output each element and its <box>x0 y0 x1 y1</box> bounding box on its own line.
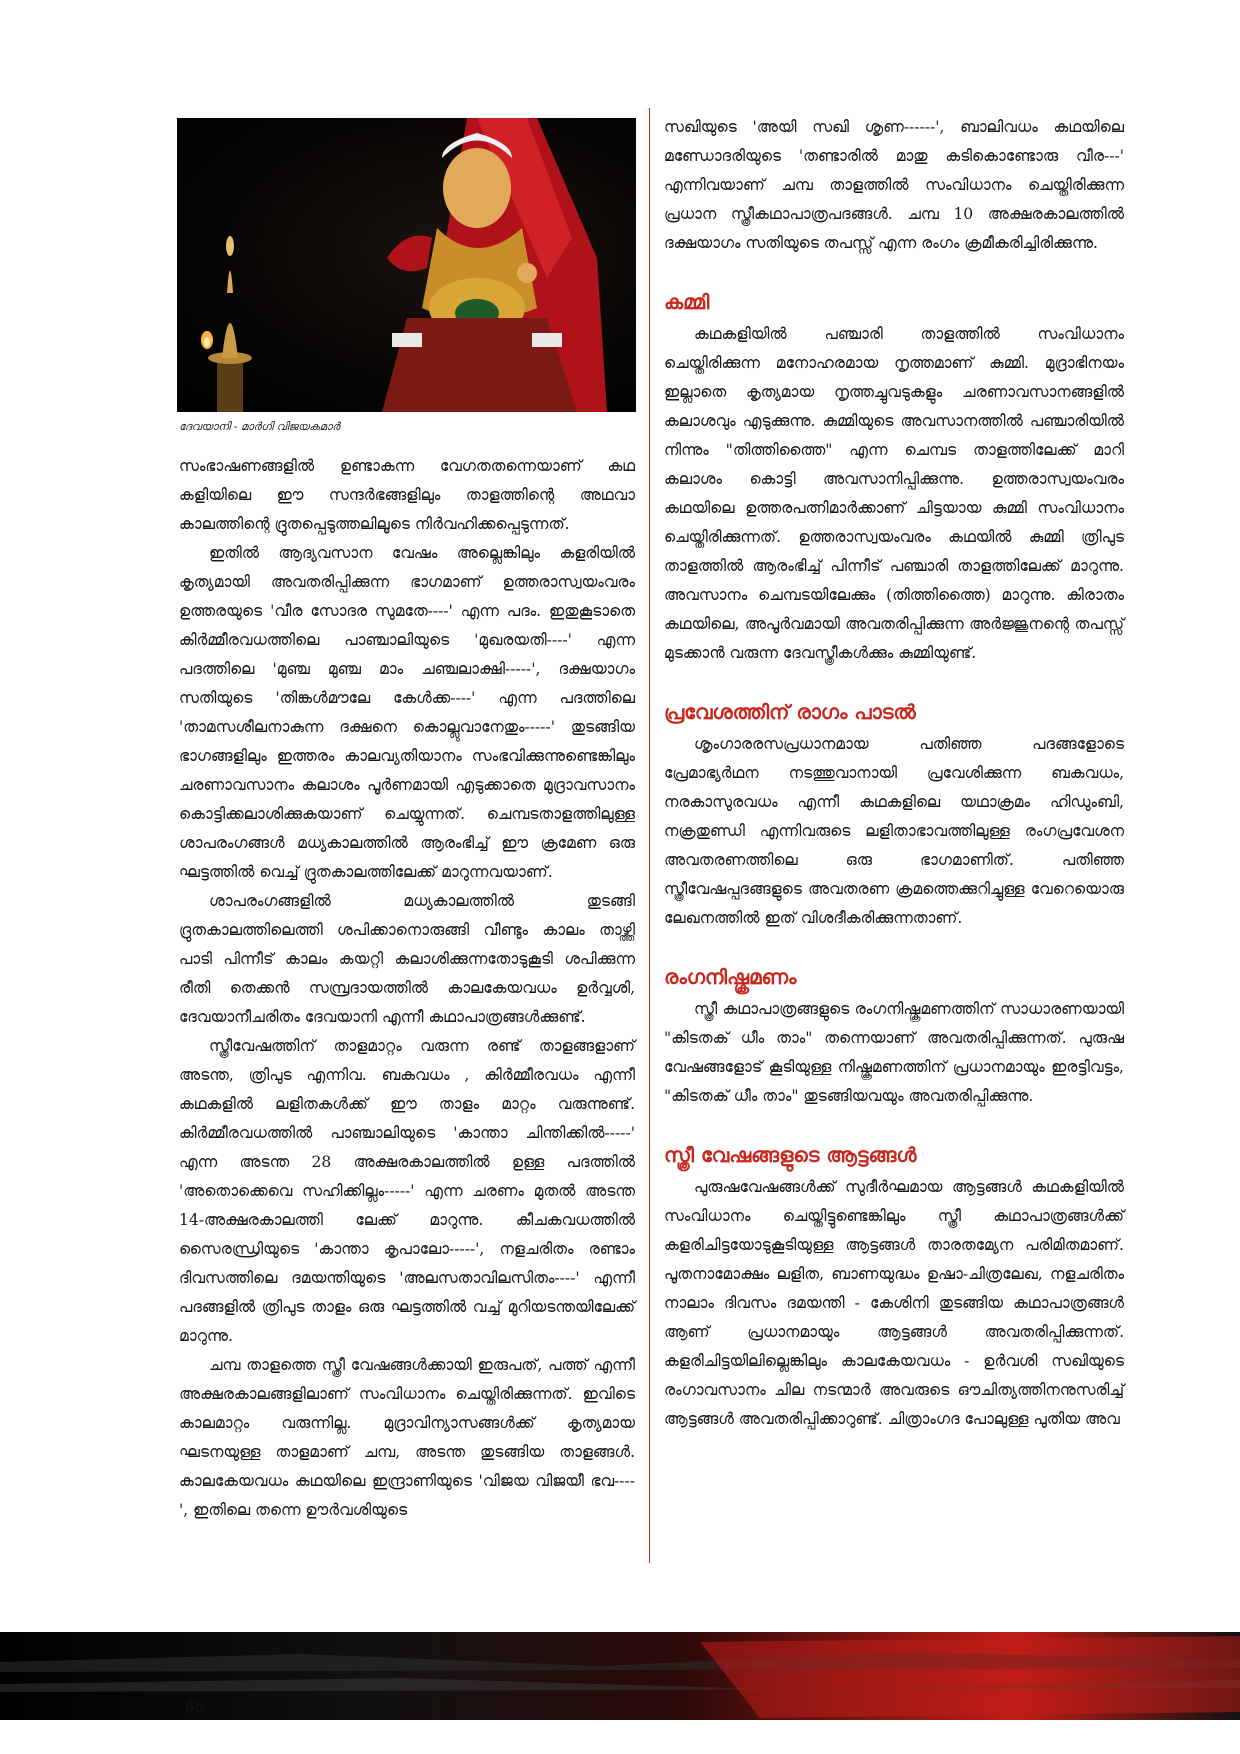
paragraph: ശാപരംഗങ്ങളിൽ മധ്യകാലത്തിൽ തുടങ്ങി ദ്രുതകാലത്തിലെത്തി ശപിക്കാനൊരുങ്ങി വീണ്ടും കാലം താഴ്ത്തി പാടി പിന്നീട് കാലം കയറ്റി കലാശിക്കുന്നതോടുകൂടി ശപിക്കുന്ന രീതി തെക്കൻ സമ്പ്രദായത്തിൽ കാലകേയവധം ഉർവ്വശി, ദേവയാനീചരിതം ദേവയാനി എന്നീ കഥാപാത്രങ്ങൾക്കുണ്ട്. <box>179 892 635 1026</box>
section-heading-ranganishkramanam: രംഗനിഷ്ക്രമണം <box>664 965 797 989</box>
paragraph: ശൃംഗാരരസപ്രധാനമായ പതിഞ്ഞ പദങ്ങളോടെ പ്രേമാഭ്യർഥന നടത്തുവാനായി പ്രവേശിക്കുന്ന ബകവധം, നരകാസുരവധം എന്നീ കഥകളിലെ യഥാക്രമം ഹിഡുംബി, നക്രതുണ്ഡി എന്നിവരുടെ ലളിതാഭാവത്തിലുള്ള രംഗപ്രവേശന അവതരണത്തിലെ ഒരു ഭാഗമാണിത്. പതിഞ്ഞ സ്ത്രീവേഷപ്പദങ്ങളുടെ അവതരണ ക്രമത്തെക്കുറിച്ചുള്ള വേറെയൊരു ലേഖനത്തിൽ ഇത് വിശദീകരിക്കുന്നതാണ്. <box>664 735 1124 927</box>
page-number: 66 <box>185 1700 205 1716</box>
paragraph: സഖിയുടെ 'അയി സഖി ശൃണ------', ബാലിവധം കഥയിലെ മണ്ഡോദരിയുടെ 'തണ്ടാരിൽ മാതു കടികൊണ്ടോരു വീര---' എന്നിവയാണ് ചമ്പ താളത്തിൽ സംവിധാനം ചെയ്തിരിക്കുന്ന പ്രധാന സ്ത്രീകഥാപാത്രപദങ്ങൾ. ചമ്പ 10 അക്ഷരകാലത്തിൽ ദക്ഷയാഗം സതിയുടെ തപസ്സ് എന്ന രംഗം ക്രമീകരിച്ചിരിക്കുന്നു. <box>664 118 1124 252</box>
paragraph: ഇതിൽ ആദ്യവസാന വേഷം അല്ലെങ്കിലും കളരിയിൽ കൃത്യമായി അവതരിപ്പിക്കുന്ന ഭാഗമാണ് ഉത്തരാസ്വയംവരം ഉത്തരയുടെ 'വീര സോദര സുമതേ----' എന്ന പദം. ഇതുകൂടാതെ കിർമ്മീരവധത്തിലെ പാഞ്ചാലിയുടെ 'മുഖരയതി----' എന്ന പദത്തിലെ 'മുഞ്ച മുഞ്ച മാം ചഞ്ചലാക്ഷി-----', ദക്ഷയാഗം സതിയുടെ 'തിങ്കൾമൗലേ കേൾക്ക----' എന്ന പദത്തിലെ 'താമസശീലനാകുന്ന ദക്ഷനെ കൊല്ലുവാനേതും-----' തുടങ്ങിയ ഭാഗങ്ങളിലും ഇത്തരം കാലവ്യതിയാനം സംഭവിക്കുന്നുണ്ടെങ്കിലും ചരണാവസാനം കലാശം പൂർണമായി എടുക്കാതെ മുദ്രാവസാനം കൊട്ടിക്കലാശിക്കുകയാണ് ചെയ്യുന്നത്. ചെമ്പടതാളത്തിലുള്ള ശാപരംഗങ്ങൾ മധ്യകാലത്തിൽ ആരംഭിച്ച് ഈ ക്രമേണ ഒരു ഘട്ടത്തിൽ വെച്ച് ദ്രുതകാലത്തിലേക്ക് മാറുന്നവയാണ്. <box>179 544 635 881</box>
section-heading-kummi: കമ്മി <box>664 290 710 314</box>
paragraph: കഥകളിയിൽ പഞ്ചാരി താളത്തിൽ സംവിധാനം ചെയ്തിരിക്കുന്ന മനോഹരമായ നൃത്തമാണ് കുമ്മി. മുദ്രാഭിനയം ഇല്ലാതെ കൃത്യമായ നൃത്തച്ചുവടുകളും ചരണാവസാനങ്ങളിൽ കലാശവും എടുക്കുന്നു. കുമ്മിയുടെ അവസാനത്തിൽ പഞ്ചാരിയിൽ നിന്നും "തിത്തിത്തൈ" എന്ന ചെമ്പട താളത്തിലേക്ക് മാറി കലാശം കൊട്ടി അവസാനിപ്പിക്കുന്നു. ഉത്തരാസ്വയംവരം കഥയിലെ ഉത്തരപത്നിമാർക്കാണ് ചിട്ടയായ കുമ്മി സംവിധാനം ചെയ്തിരിക്കുന്നത്. ഉത്തരാസ്വയംവരം കഥയിൽ കുമ്മി ത്രിപുട താളത്തിൽ ആരംഭിച്ച് പിന്നീട് പഞ്ചാരി താളത്തിലേക്ക് മാറുന്നു. അവസാനം ചെമ്പടയിലേക്കും (തിത്തിത്തൈ) മാറുന്നു. കിരാതം കഥയിലെ, അപൂർവമായി അവതരിപ്പിക്കുന്ന അർജ്ജുനന്റെ തപസ്സ് മുടക്കാൻ വരുന്ന ദേവസ്ത്രീകൾക്കും കുമ്മിയുണ്ട്. <box>664 325 1124 662</box>
paragraph: പുരുഷവേഷങ്ങൾക്ക് സുദീർഘമായ ആട്ടങ്ങൾ കഥകളിയിൽ സംവിധാനം ചെയ്തിട്ടുണ്ടെങ്കിലും സ്ത്രീ കഥാപാത്രങ്ങൾക്ക് കളരിചിട്ടയോടുകൂടിയുള്ള ആട്ടങ്ങൾ താരതമ്യേന പരിമിതമാണ്. പൂതനാമോക്ഷം ലളിത, ബാണയുദ്ധം ഉഷാ-ചിത്രലേഖ, നളചരിതം നാലാം ദിവസം ദമയന്തി - കേശിനി തുടങ്ങിയ കഥാപാത്രങ്ങൾ ആണ് പ്രധാനമായും ആട്ടങ്ങൾ അവതരിപ്പിക്കുന്നത്. കളരിചിട്ടയിലില്ലെങ്കിലും കാലകേയവധം - ഉർവശി സഖിയുടെ രംഗാവസാനം ചില നടന്മാർ അവരുടെ ഔചിത്യത്തിനനുസരിച്ച് ആട്ടങ്ങൾ അവതരിപ്പിക്കാറുണ്ട്. ചിത്രാംഗദ പോലുള്ള പുതിയ അവ <box>664 1178 1124 1428</box>
photo-caption: ദേവയാനി - മാർഗി വിജയകമാർ <box>179 420 340 433</box>
kathakali-performer-image <box>177 118 636 412</box>
column-divider <box>649 108 650 1563</box>
right-column <box>664 113 1124 1434</box>
section-heading-praveshathinu-ragam: പ്രവേശത്തിന് രാഗം പാടൽ <box>664 700 916 724</box>
dancer-figure-icon <box>382 118 607 412</box>
paragraph: സ്ത്രീ കഥാപാത്രങ്ങളുടെ രംഗനിഷ്ക്രമണത്തിന് സാധാരണയായി "കിടതക് ധീം താം" തന്നെയാണ് അവതരിപ്പിക്കുന്നത്. പുരുഷ വേഷങ്ങളോട് കൂടിയുള്ള നിഷ്ക്രമണത്തിന് പ്രധാനമായും ഇരട്ടിവട്ടം, "കിടതക് ധീം താം" തുടങ്ങിയവയും അവതരിപ്പിക്കുന്നു. <box>664 1000 1124 1105</box>
left-column <box>179 452 635 1525</box>
section-heading-sthree-veshangal: സ്ത്രീ വേഷങ്ങളുടെ ആട്ടങ്ങൾ <box>664 1143 917 1167</box>
oil-lamp-icon <box>201 236 252 412</box>
paragraph: സ്ത്രീവേഷത്തിന് താളമാറ്റം വരുന്ന രണ്ട് താളങ്ങളാണ് അടന്ത, ത്രിപുട എന്നിവ. ബകവധം , കിർമ്മീരവധം എന്നീ കഥകളിൽ ലളിതകൾക്ക് ഈ താളം മാറ്റം വരുന്നുണ്ട്. കിർമ്മീരവധത്തിൽ പാഞ്ചാലിയുടെ 'കാന്താ ചിന്തിക്കിൽ-----' എന്ന അടന്ത 28 അക്ഷരകാലത്തിൽ ഉള്ള പദത്തിൽ 'അതൊക്കെവെ സഹിക്കില്ലം-----' എന്ന ചരണം മുതൽ അടന്ത 14-അക്ഷരകാലത്തി ലേക്ക് മാറുന്നു. കീചകവധത്തിൽ സൈരന്ധ്രിയുടെ 'കാന്താ കൃപാലോ-----', നളചരിതം രണ്ടാം ദിവസത്തിലെ ദമയന്തിയുടെ 'അലസതാവിലസിതം----' എന്നീ പദങ്ങളിൽ ത്രിപുട താളം ഒരു ഘട്ടത്തിൽ വച്ച് മുറിയടന്തയിലേക്ക് മാറുന്നു. <box>179 1037 635 1345</box>
paragraph: സംഭാഷണങ്ങളിൽ ഉണ്ടാകന്ന വേഗതതന്നെയാണ് കഥ കളിയിലെ ഈ സന്ദർഭങ്ങളിലും താളത്തിന്റെ അഥവാ കാലത്തിന്റെ ദ്രുതപ്പെടുത്തലിലൂടെ നിർവഹിക്കപ്പെടുന്നത്. <box>179 457 635 533</box>
paragraph: ചമ്പ താളത്തെ സ്ത്രീ വേഷങ്ങൾക്കായി ഇരുപത്, പത്ത് എന്നീ അക്ഷരകാലങ്ങളിലാണ് സംവിധാനം ചെയ്തിരിക്കുന്നത്. ഇവിടെ കാലമാറ്റം വരുന്നില്ല. മുദ്രാവിന്യാസങ്ങൾക്ക് കൃത്യമായ ഘടനയുള്ള താളമാണ് ചമ്പ, അടന്ത തുടങ്ങിയ താളങ്ങൾ. കാലകേയവധം കഥയിലെ ഇന്ദ്രാണിയുടെ 'വിജയ വിജയീ ഭവ----', ഇതിലെ തന്നെ ഊർവശിയുടെ <box>179 1356 635 1519</box>
